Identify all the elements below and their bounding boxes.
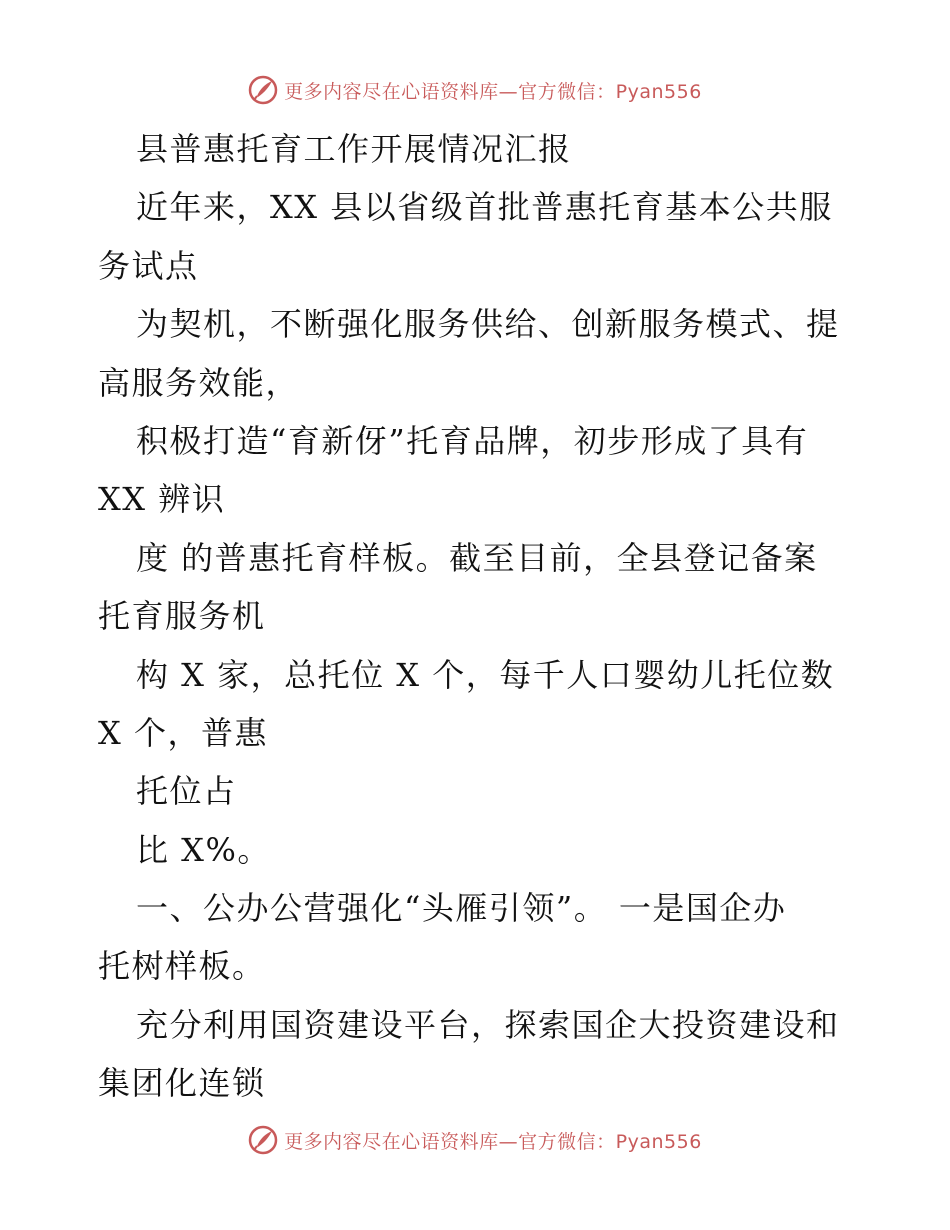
footer-banner-text: 更多内容尽在心语资料库—官方微信：Pyan556: [284, 1130, 702, 1153]
document-line: 充分利用国资建设平台，探索国企大投资建设和: [136, 1005, 840, 1044]
document-line: XX 辨识: [98, 480, 226, 519]
document-line: 一、公办公营强化“头雁引领”。 一是国企办: [136, 889, 787, 928]
document-line: X 个，普惠: [98, 713, 268, 752]
feather-seal-icon: [248, 75, 278, 105]
document-line: 集团化连锁: [98, 1064, 266, 1103]
document-line: 构 X 家，总托位 X 个，每千人口婴幼儿托位数: [136, 655, 835, 694]
document-line: 比 X%。: [136, 830, 271, 869]
document-line: 托育服务机: [98, 597, 266, 636]
document-line: 度 的普惠托育样板。截至目前，全县登记备案: [136, 538, 818, 577]
header-banner-text: 更多内容尽在心语资料库—官方微信：Pyan556: [284, 80, 702, 103]
document-line: 务试点: [98, 246, 199, 285]
document-line: 托位占: [136, 772, 237, 811]
document-line: 为契机，不断强化服务供给、创新服务模式、提: [136, 305, 840, 344]
header-banner: [0, 70, 950, 110]
footer-banner: [0, 1120, 950, 1160]
document-line: 积极打造“育新伢”托育品牌，初步形成了具有: [136, 421, 809, 460]
feather-seal-icon: [248, 1125, 278, 1155]
document-line: 近年来，XX 县以省级首批普惠托育基本公共服: [136, 188, 833, 227]
document-body: [98, 120, 858, 1113]
document-line: 县普惠托育工作开展情况汇报: [136, 130, 572, 168]
document-line: 托树样板。: [98, 947, 266, 986]
document-line: 高服务效能，: [98, 363, 300, 402]
